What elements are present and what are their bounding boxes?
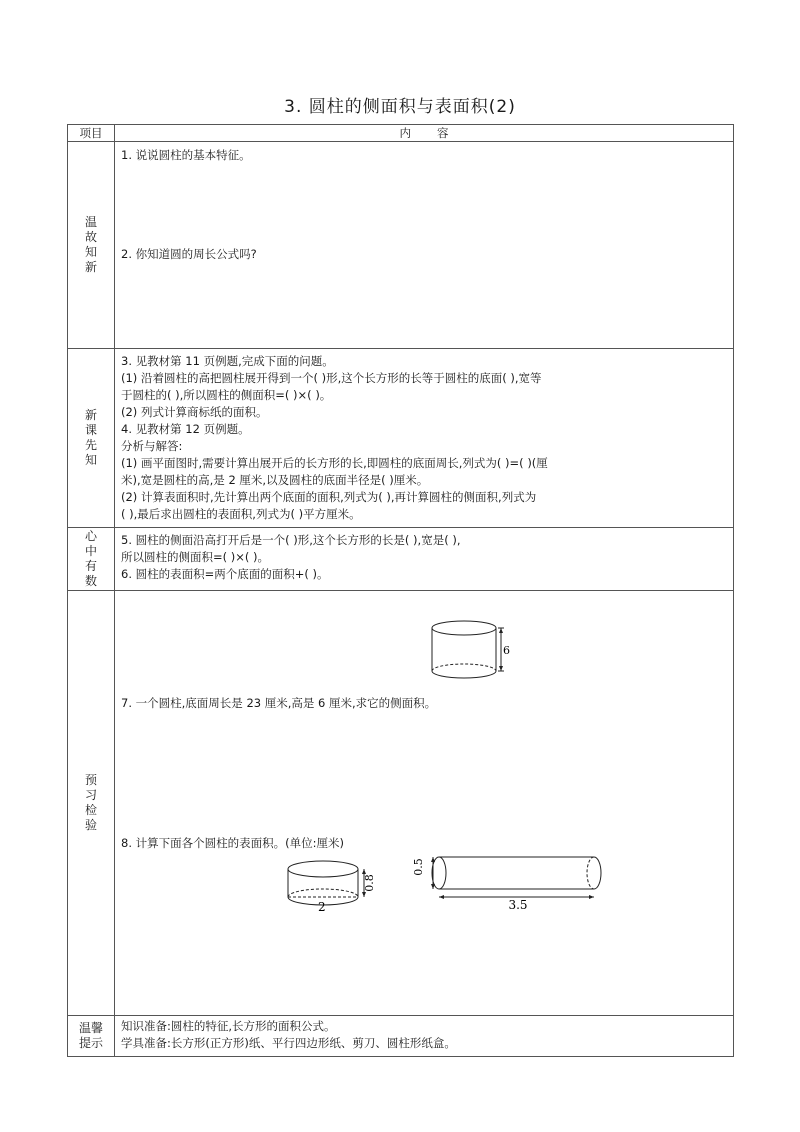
check-label: 预习检验: [84, 773, 97, 832]
new-label-cell: [68, 349, 115, 528]
tips-line: 知识准备:圆柱的特征,长方形的面积公式。: [121, 1019, 336, 1033]
check-row: [68, 591, 734, 1016]
header-content: [115, 125, 734, 142]
header-row: [68, 125, 734, 142]
tips-line: 学具准备:长方形(正方形)纸、平行四边形纸、剪刀、圆柱形纸盒。: [121, 1036, 456, 1050]
fig3-length-label: 3.5: [508, 898, 528, 912]
new-line: 于圆柱的( ),所以圆柱的侧面积=( )×( )。: [121, 388, 332, 402]
tips-row: [68, 1016, 734, 1057]
new-line: 米),宽是圆柱的高,是 2 厘米,以及圆柱的底面半径是( )厘米。: [121, 473, 429, 487]
fig1-height-label: 6: [503, 644, 510, 657]
new-line: (2) 列式计算商标纸的面积。: [121, 405, 268, 419]
question-8: 8. 计算下面各个圆柱的表面积。(单位:厘米): [121, 836, 344, 850]
mind-line: 所以圆柱的侧面积=( )×( )。: [121, 550, 270, 564]
fig2-height-label: 0.8: [363, 874, 376, 892]
check-label-cell: [68, 591, 115, 1016]
new-line: ( ),最后求出圆柱的表面积,列式为( )平方厘米。: [121, 507, 361, 521]
cylinder-figure-3: [406, 849, 606, 913]
new-line: (1) 沿着圆柱的高把圆柱展开得到一个( )形,这个长方形的长等于圆柱的底面( ),宽等: [121, 371, 542, 385]
header-item: 项目: [68, 125, 115, 142]
lesson-table: [67, 124, 734, 1057]
fig3-diameter-label: 0.5: [412, 858, 425, 876]
mind-line: 5. 圆柱的侧面沿高打开后是一个( )形,这个长方形的长是( ),宽是( ),: [121, 533, 461, 547]
cylinder-figure-1: [429, 619, 519, 683]
new-line: 3. 见教材第 11 页例题,完成下面的问题。: [121, 354, 334, 368]
page-title: 3. 圆柱的侧面积与表面积(2): [284, 97, 516, 117]
fig2-diameter-label: 2: [318, 900, 326, 914]
review-content: [115, 142, 734, 349]
review-label: 温故知新: [84, 215, 97, 274]
question-7: 7. 一个圆柱,底面周长是 23 厘米,高是 6 厘米,求它的侧面积。: [121, 696, 437, 710]
mind-line: 6. 圆柱的表面积=两个底面的面积+( )。: [121, 567, 329, 581]
new-line: 4. 见教材第 12 页例题。: [121, 422, 250, 436]
tips-label-cell: [68, 1016, 115, 1057]
tips-label: 温馨提示: [78, 1021, 103, 1050]
cylinder-figure-2: [285, 857, 391, 921]
question-1: 1. 说说圆柱的基本特征。: [121, 148, 251, 162]
mind-label-cell: [68, 528, 115, 591]
new-content: [115, 349, 734, 528]
new-line: 分析与解答:: [121, 439, 183, 453]
tips-content: [115, 1016, 734, 1057]
question-2: 2. 你知道圆的周长公式吗?: [121, 247, 257, 261]
check-content: [115, 591, 734, 1016]
new-label: 新课先知: [84, 408, 97, 467]
header-content-label: 内容: [399, 126, 475, 140]
review-label-cell: [68, 142, 115, 349]
new-line: (1) 画平面图时,需要计算出展开后的长方形的长,即圆柱的底面周长,列式为( )=( )(厘: [121, 456, 548, 470]
review-row: [68, 142, 734, 349]
new-lesson-row: [68, 349, 734, 528]
mind-row: [68, 528, 734, 591]
mind-label: 心中有数: [84, 529, 97, 588]
new-line: (2) 计算表面积时,先计算出两个底面的面积,列式为( ),再计算圆柱的侧面积,列式为: [121, 490, 537, 504]
mind-content: [115, 528, 734, 591]
